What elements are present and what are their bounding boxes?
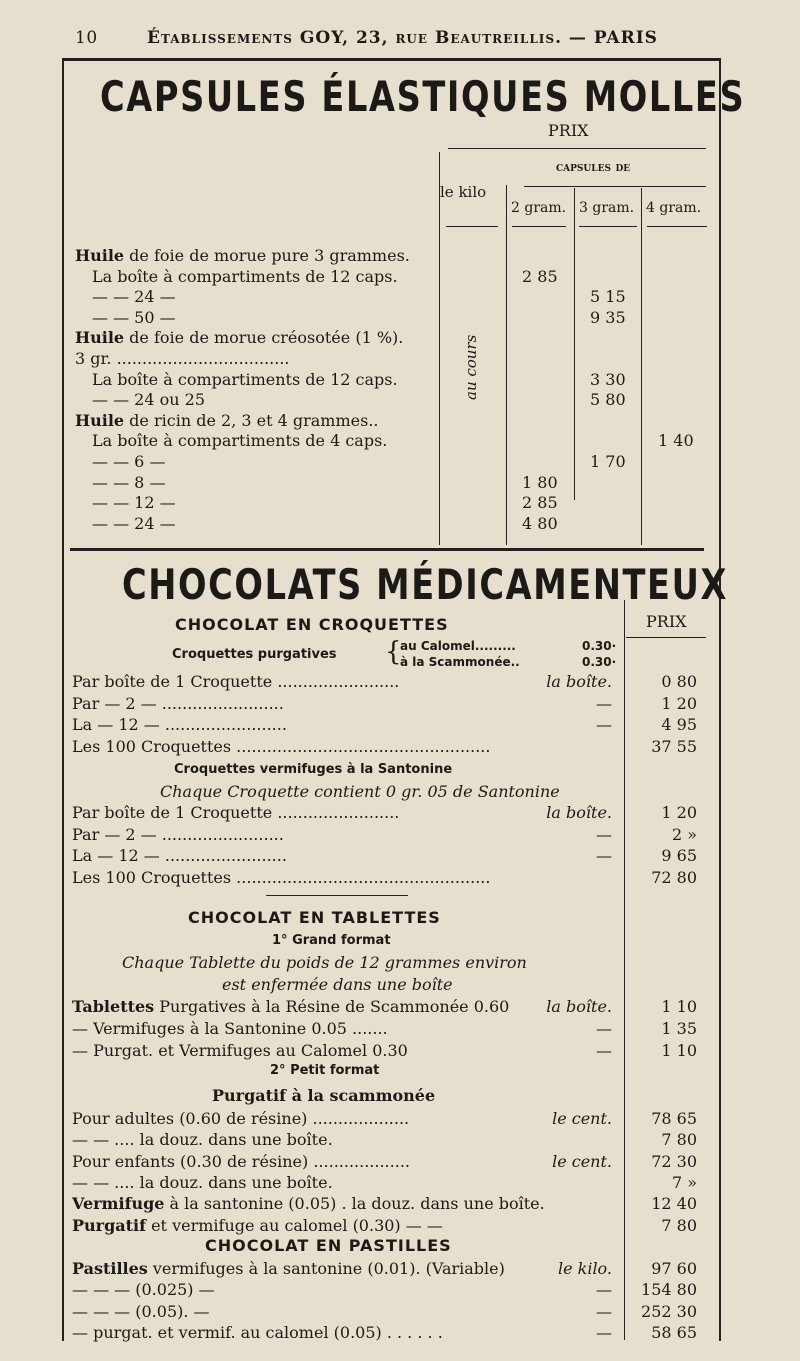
capsule-row-label: — — 12 — xyxy=(92,493,176,513)
verm-title: Croquettes vermifuges à la Santonine xyxy=(174,762,453,777)
croq-opt1: au Calomel......... xyxy=(400,639,516,653)
price-unit: — xyxy=(596,824,612,844)
price-row-label: Les 100 Croquettes .................................................. xyxy=(72,868,491,888)
price-3g: 1 70 xyxy=(590,452,626,471)
price-row-label: La — 12 — ........................ xyxy=(72,715,287,735)
price-value: 252 30 xyxy=(641,1301,697,1321)
rule xyxy=(512,226,566,227)
price-value: 72 30 xyxy=(651,1151,697,1171)
price-3g: 5 15 xyxy=(590,287,626,307)
price-row-label: Les 100 Croquettes .................................................. xyxy=(72,737,491,757)
price-value: 0 80 xyxy=(661,672,697,691)
price-value: 9 65 xyxy=(661,846,697,866)
price-row-label: Pastilles vermifuges à la santonine (0.01). (Variable) xyxy=(72,1259,505,1278)
price-value: 37 55 xyxy=(651,737,697,757)
purg-scam: Purgatif à la scammonée xyxy=(212,1086,436,1105)
price-4g: 1 40 xyxy=(658,431,694,451)
verm-note: Chaque Croquette contient 0 gr. 05 de Santonine xyxy=(160,782,560,801)
price-2g: 2 85 xyxy=(522,493,558,513)
rule xyxy=(524,186,706,187)
rule xyxy=(446,226,498,227)
price-unit: le cent. xyxy=(552,1151,612,1171)
column-rule xyxy=(506,185,507,545)
capsule-row-label: — — 6 — xyxy=(92,452,166,471)
rule xyxy=(626,637,706,638)
price-value: 58 65 xyxy=(651,1322,697,1342)
page-number: 10 xyxy=(75,28,98,48)
price-unit: — xyxy=(596,1301,612,1321)
sub-croquettes: CHOCOLAT EN CROQUETTES xyxy=(175,615,449,634)
price-value: 7 80 xyxy=(661,1215,697,1235)
col-4g: 4 gram. xyxy=(646,200,702,216)
col-2g: 2 gram. xyxy=(511,200,567,216)
row-bold-word: Huile xyxy=(75,328,125,348)
capsule-row-label: — — 24 — xyxy=(92,513,176,533)
price-row-label: Purgatif et vermifuge au calomel (0.30) — — xyxy=(72,1215,443,1235)
rule xyxy=(579,226,637,227)
rule xyxy=(70,548,704,551)
row-bold-word: Huile xyxy=(75,410,125,430)
price-value: 1 10 xyxy=(661,1041,697,1060)
publisher-title: Établissements GOY, 23, rue Beautreillis. — PARIS xyxy=(147,28,658,48)
price-unit: — xyxy=(596,1041,612,1060)
price-row-label: Vermifuge à la santonine (0.05) . la douz. dans une boîte. xyxy=(72,1194,545,1214)
section2-title: CHOCOLATS MÉDICAMENTEUX xyxy=(122,560,728,609)
price-value: 72 80 xyxy=(651,868,697,888)
price-3g: 3 30 xyxy=(590,369,626,389)
price-unit: — xyxy=(596,1280,612,1300)
price-value: 154 80 xyxy=(641,1280,697,1300)
petit-format: 2° Petit format xyxy=(270,1063,380,1078)
price-row-label: — — .... la douz. dans une boîte. xyxy=(72,1130,333,1150)
row-bold-word: Tablettes xyxy=(72,997,155,1016)
price-unit: — xyxy=(596,1019,612,1038)
capsules-de: capsules de xyxy=(556,160,631,175)
rule xyxy=(266,895,408,896)
price-unit: — xyxy=(596,846,612,866)
price-row-label: Par — 2 — ........................ xyxy=(72,824,284,844)
price-3g: 9 35 xyxy=(590,307,626,327)
price-row-label: — — — (0.05). — xyxy=(72,1301,210,1321)
column-rule xyxy=(439,152,440,545)
croq-opt1-val: 0.30· xyxy=(582,639,617,653)
rule xyxy=(647,226,707,227)
croq-opt2: à la Scammonée.. xyxy=(400,655,520,669)
capsule-row-label: — — 50 — xyxy=(92,307,176,327)
price-value: 1 20 xyxy=(661,693,697,713)
section1-title: CAPSULES ÉLASTIQUES MOLLES xyxy=(100,72,746,121)
capsule-row-label: — — 8 — xyxy=(92,472,166,492)
price-unit: le cent. xyxy=(552,1109,612,1128)
price-value: 4 95 xyxy=(661,715,697,735)
grand-format: 1° Grand format xyxy=(272,933,391,948)
price-value: 78 65 xyxy=(651,1109,697,1128)
price-row-label: Tablettes Purgatives à la Résine de Scammonée 0.60 xyxy=(72,997,510,1016)
price-unit: — xyxy=(596,715,612,735)
capsule-row-label: Huile de foie de morue pure 3 grammes. xyxy=(75,246,410,265)
capsule-row-label: La boîte à compartiments de 4 caps. xyxy=(92,431,388,451)
section2-prix: PRIX xyxy=(646,612,687,631)
price-unit: la boîte. xyxy=(546,997,612,1016)
price-3g: 5 80 xyxy=(590,390,626,410)
column-rule xyxy=(624,600,625,1340)
price-row-label: — — — (0.025) — xyxy=(72,1280,215,1300)
capsule-row-label: 3 gr. .................................. xyxy=(75,349,290,368)
capsule-row-label: La boîte à compartiments de 12 caps. xyxy=(92,369,398,389)
grand-note2: est enfermée dans une boîte xyxy=(222,975,453,994)
price-value: 1 35 xyxy=(661,1019,697,1038)
price-unit: — xyxy=(596,693,612,713)
price-unit: — xyxy=(596,1322,612,1342)
price-row-label: — Vermifuges à la Santonine 0.05 ....... xyxy=(72,1019,388,1038)
col-kilo: le kilo xyxy=(440,183,487,201)
capsule-row-label: — — 24 ou 25 xyxy=(92,390,205,410)
price-row-label: Par boîte de 1 Croquette ........................ xyxy=(72,803,400,822)
croq-opt2-val: 0.30· xyxy=(582,655,617,669)
row-bold-word: Purgatif xyxy=(72,1215,146,1235)
capsule-row-label: Huile de ricin de 2, 3 et 4 grammes.. xyxy=(75,410,379,430)
au-cours-label: au cours xyxy=(462,334,480,400)
sub-pastilles: CHOCOLAT EN PASTILLES xyxy=(205,1236,452,1255)
price-row-label: — Purgat. et Vermifuges au Calomel 0.30 xyxy=(72,1041,408,1060)
grand-note1: Chaque Tablette du poids de 12 grammes environ xyxy=(122,953,527,972)
brace: { xyxy=(385,637,402,667)
price-value: 2 » xyxy=(671,824,697,844)
capsule-row-label: La boîte à compartiments de 12 caps. xyxy=(92,266,398,286)
price-row-label: Par — 2 — ........................ xyxy=(72,693,284,713)
price-unit: la boîte. xyxy=(546,672,612,691)
price-unit: la boîte. xyxy=(546,803,612,822)
column-rule xyxy=(641,188,642,545)
price-value: 1 20 xyxy=(661,803,697,822)
price-row-label: Pour adultes (0.60 de résine) ................... xyxy=(72,1109,410,1128)
price-unit: le kilo. xyxy=(557,1259,612,1278)
price-2g: 2 85 xyxy=(522,266,558,286)
row-bold-word: Huile xyxy=(75,246,125,265)
column-rule xyxy=(574,188,575,500)
col-3g: 3 gram. xyxy=(579,200,635,216)
price-row-label: — purgat. et vermif. au calomel (0.05) . . . . . . xyxy=(72,1322,443,1342)
sub-tablettes: CHOCOLAT EN TABLETTES xyxy=(188,908,441,927)
row-bold-word: Vermifuge xyxy=(72,1194,165,1214)
price-row-label: Par boîte de 1 Croquette ........................ xyxy=(72,672,400,691)
price-value: 12 40 xyxy=(651,1194,697,1214)
price-value: 7 80 xyxy=(661,1130,697,1150)
row-bold-word: Pastilles xyxy=(72,1259,148,1278)
price-row-label: — — .... la douz. dans une boîte. xyxy=(72,1172,333,1192)
price-2g: 4 80 xyxy=(522,513,558,533)
croq-label: Croquettes purgatives xyxy=(172,647,337,662)
rule xyxy=(448,148,706,149)
price-row-label: La — 12 — ........................ xyxy=(72,846,287,866)
section1-prix: PRIX xyxy=(548,121,589,140)
capsule-row-label: Huile de foie de morue créosotée (1 %). xyxy=(75,328,404,348)
price-value: 7 » xyxy=(671,1172,697,1192)
capsule-row-label: — — 24 — xyxy=(92,287,176,307)
price-2g: 1 80 xyxy=(522,472,558,492)
price-row-label: Pour enfants (0.30 de résine) ................... xyxy=(72,1151,410,1171)
price-value: 1 10 xyxy=(661,997,697,1016)
price-value: 97 60 xyxy=(651,1259,697,1278)
